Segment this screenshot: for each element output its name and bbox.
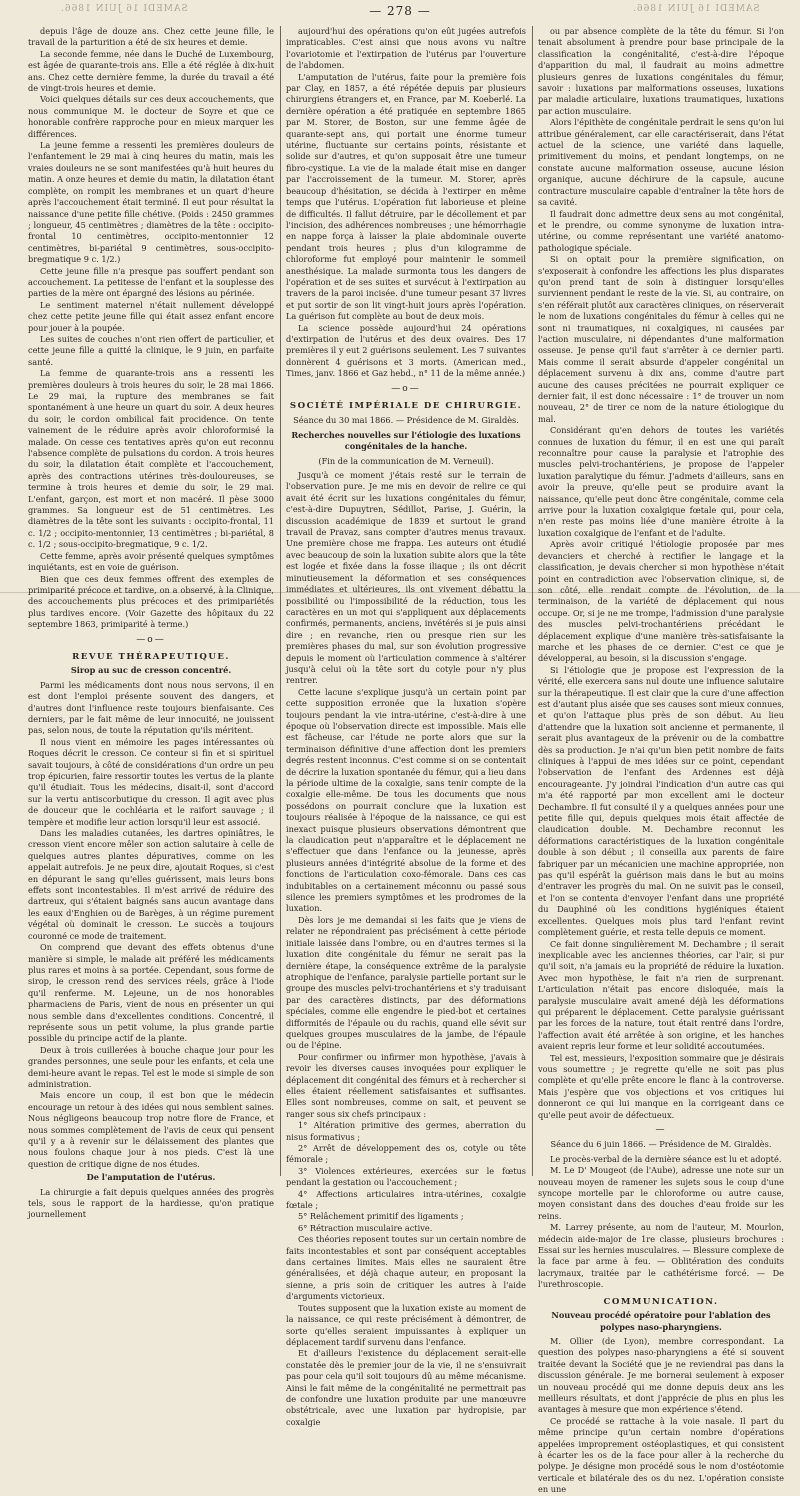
paragraph: Si l'étiologie que je propose est l'expression de la vérité, elle exercera sans nul doute une influence salutaire sur la thérapeutique. Il est clair que la cure d'une affection est d'autant plus aisée que ses causes sont mieux connues, et qu'on l'attaque plus près de son début. Au lieu d'attendre que la luxation soit ancienne et permanente, il serait plus avantageux de la prévenir ou de la combattre dès sa production. Je n'ai qu'un bien petit nombre de faits cliniques à l'appui de mes idées sur ce point, cependant l'observation de l'enfant des Ardennes est déjà encourageante. J'y joindrai l'indication d'un autre cas qui m'a été rapporté par mon excellent ami le docteur Dechambre. Il fut consulté il y a quelques années pour une petite fille qui, depuis quelques mois était affectée de claudication double. M. Dechambre reconnut les déformations caractéristiques de la luxation congénitale double à son début ; il conseilla aux parents de faire fabriquer par un mécanicien une machine appropriée, non pas qu'il espérât la guérison mais dans le but au moins d'entraver les progrès du mal. On ne suivit pas le conseil, et l'on se contenta d'envoyer l'enfant dans une propriété du Dauphiné où les conditions hygiéniques étaient excellentes. Quelques mois plus tard l'enfant revint complètement guérie, et resta telle depuis ce moment. (538, 664, 784, 938)
paragraph: Le procès-verbal de la dernière séance est lu et adopté. (550, 1153, 782, 1164)
paragraph: La jeune femme a ressenti les premières douleurs de l'enfantement le 29 mai à cinq heures du matin, mais les vraies douleurs ne se sont manifestées qu'à huit heures du matin. A onze heures et demie du matin, la dilatation étant complète, on rompit les membranes et un quart d'heure après l'accouchement était terminé. Il eut pour résultat la naissance d'une petite fille chétive. (Poids : 2450 grammes ; longueur, 45 centimètres ; diamètres de la tête : occipito-frontal 10 centimètres, occipito-mentonnier 12 centimètres, bi-pariétal 9 centimètres, sous-occipito-bregmatique 9 c. 1/2.) (28, 140, 274, 265)
paragraph: Alors l'épithète de congénitale perdrait le sens qu'on lui attribue généralement, car elle caractériserait, dans l'état actuel de la science, une variété dans laquelle, primitivement du moins, et pendant longtemps, on ne constate aucune malformation osseuse, aucune lésion organique, aucune déchirure de la capsule, aucune contracture musculaire capable d'entraîner la tête hors de sa cavité. (538, 117, 784, 208)
column-3 (538, 26, 784, 1495)
paragraph: Ce fait donne singulièrement M. Dechambre ; il serait inexplicable avec les anciennes théories, car l'air, si pur qu'il soit, n'a jamais eu la propriété de réduire la luxation. Avec mon hypothèse, le fait n'a rien de surprenant. L'articulation n'était pas encore disloquée, mais la paralysie musculaire avait amené déjà les déformations qui préparent le déplacement. Cette paralysie guérissant par les forces de la nature, tout était rentré dans l'ordre, l'affection avait été arrêtée à son origine, et les hanches avaient repris leur forme et leur solidité accoutumées. (538, 938, 784, 1052)
paragraph: Et d'ailleurs l'existence du déplacement serait-elle constatée dès le premier jour de la vie, il ne s'ensuivrait pas pour cela qu'il soit toujours dû au même mécanisme. Ainsi le fait même de la congénitalité ne permettrait pas de confondre une luxation produite par une manœuvre obstétricale, avec une luxation par hydropisie, par coxalgie (286, 1348, 526, 1427)
paragraph: Il nous vient en mémoire les pages intéressantes où Roques décrit le cresson. Ce conteur si fin et si spirituel savait toujours, à côté de considérations d'un ordre un peu trop épicurien, faire ressortir toutes les vertus de la plante qu'il étudiait. Tous les médecins, disait-il, sont d'accord sur la vertu antiscorbutique du cresson. Il agit avec plus de douceur que le cochléaria et le raifort sauvage ; il tempère et modifie leur action lorsqu'il leur est associé. (28, 736, 274, 827)
section-subtitle: Sirop au suc de cresson concentré. (70, 665, 232, 676)
paragraph: 2° Arrêt de développement des os, cotyle ou tête fémorale ; (286, 1143, 526, 1165)
bleed-through-text-left: SAMEDI 16 JUIN 1866. (60, 4, 188, 14)
society-session: Séance du 30 mai 1866. — Présidence de M. Giraldès. (293, 415, 519, 426)
paragraph: On comprend que devant des effets obtenus d'une manière si simple, le malade ait préféré les médicaments plus rares et moins à sa portée. Cependant, sous forme de sirop, le cresson rend des services réels, grâce à l'iode qu'il renferme. M. Lejeune, un de nos honorables pharmaciens de Paris, vient de nous en présenter un qui nous semble dans d'excellentes conditions. Concentré, il représente sous un petit volume, la plus grande partie possible du principe actif de la plante. (28, 942, 274, 1044)
communication-label: COMMUNICATION. (603, 1296, 719, 1307)
paragraph: ou par absence complète de la tête du fémur. Si l'on tenait absolument à prendre pour base principale de la classification la congénitalité, c'est-à-dire l'époque d'apparition du mal, il faudrait au moins admettre plusieurs genres de luxations congénitales du fémur, savoir : luxations par malformations osseuses, luxations par maladie articulaire, luxations traumatiques, luxations par action musculaire. (538, 26, 784, 116)
paragraph: Toutes supposent que la luxation existe au moment de la naissance, ce qui reste précisément à démontrer, de sorte qu'elles seraient impuissantes à expliquer un déplacement tardif survenu dans l'enfance. (286, 1302, 526, 1347)
paragraph: aujourd'hui des opérations qu'on eût jugées autrefois impraticables. C'est ainsi que nous avons vu naître l'ovariotomie et l'extirpation de l'utérus par l'ouverture de l'abdomen. (286, 26, 526, 71)
paragraph: L'amputation de l'utérus, faite pour la première fois par Clay, en 1857, a été répétée depuis par plusieurs chirurgiens étrangers et, en France, par M. Koeberlé. La dernière opération a été pratiquée en septembre 1865 par M. Storer, de Boston, sur une femme âgée de quarante-sept ans, qui portait une énorme tumeur utérine, fluctuante sur certains points, résistante et solide sur d'autres, et qu'on supposait être une tumeur fibro-cystique. La vie de la malade était mise en danger par l'accroissement de la tumeur. M. Storer, après beaucoup d'hésitation, se décida à l'extirper en même temps que l'utérus. L'opération fut laborieuse et pleine de difficultés. Il fallut détruire, par le décollement et par l'incision, des adhérences nombreuses ; une hémorrhagie en nappe força à laisser la plaie abdominale ouverte pendant trois heures ; plus d'un kilogramme de chloroforme fut employé pour maintenir le sommeil anesthésique. La malade surmonta tous les dangers de l'opération et de ses suites et survécut à l'extirpation au travers de la paroi incisée. d'une tumeur pesant 37 livres et put sortir de son lit vingt-huit jours après l'opération. La guérison fut complète au bout de deux mois. (286, 71, 526, 322)
subsection-paragraphs (28, 1187, 274, 1221)
society-paragraphs (286, 470, 526, 1428)
society-note: (Fin de la communication de M. Verneuil). (318, 455, 494, 466)
paragraph: Dès lors je me demandai si les faits que je viens de relater ne répondraient pas précisément à cette période initiale laissée dans l'ombre, ou en d'autres termes si la luxation dite congénitale du fémur ne serait pas la dernière étape, la conséquence extrême de la paralysie atrophique de l'enfance, paralysie partielle portant sur le groupe des muscles pelvi-trochantériens et s'y traduisant par des caractères distincts, par des déformations spéciales, comme elle engendre le pied-bot et certaines difformités de l'épaule ou du rachis, quand elle sévit sur quelques groupes musculaires de la jambe, de l'épaule ou de l'épine. (286, 914, 526, 1051)
col2-paragraphs (286, 26, 526, 380)
paragraph: 3° Violences extérieures, exercées sur le fœtus pendant la gestation ou l'accouchement ; (286, 1165, 526, 1188)
paragraph: Mais encore un coup, il est bon que le médecin encourage un retour à des idées qui nous semblent saines. Nous négligeons beaucoup trop notre flore de France, et nous sommes complètement de l'avis de ceux qui pensent qu'il y a à revenir sur le délaissement des plantes que nous foulons chaque jour à nos pieds. C'est là une question de critique digne de nos études. (28, 1090, 274, 1169)
section-title: REVUE THÉRAPEUTIQUE. (72, 651, 230, 662)
communication-paragraphs (538, 1336, 784, 1496)
paragraph: Tel est, messieurs, l'exposition sommaire que je désirais vous soumettre ; je regrette qu'elle ne soit pas plus complète et qu'elle prête encore le flanc à la controverse. Mais j'espère que vos objections et vos critiques lui donneront ce qui lui manque en la corrigeant dans ce qu'elle peut avoir de défectueux. (538, 1052, 784, 1120)
subsection-title: De l'amputation de l'utérus. (86, 1172, 216, 1183)
paragraph: depuis l'âge de douze ans. Chez cette jeune fille, le travail de la parturition a été de six heures et demie. (28, 26, 274, 48)
paragraph: La chirurgie a fait depuis quelques années des progrès tels, sous le rapport de la hardiesse, qu'on pratique journellement (28, 1186, 274, 1220)
paragraph: Ces théories reposent toutes sur un certain nombre de faits incontestables et sont par conséquent acceptables dans certaines limites. Mais elles ne sauraient être généralisées, et déjà chaque auteur, en proposant la sienne, a pris soin de critiquer les autres à l'aide d'arguments victorieux. (286, 1234, 526, 1302)
section-paragraphs (28, 680, 274, 1170)
paragraph: M. Le D' Mougeot (de l'Aube), adresse une note sur un nouveau moyen de ramener les sujets sous le coup d'une syncope mortelle par le chloroforme ou autre cause, moyen consistant dans des douches d'eau froide sur les reins. (538, 1165, 784, 1221)
paragraph: 4° Affections articulaires intra-utérines, coxalgie fœtale ; (286, 1188, 526, 1211)
session-2-paragraphs (538, 1154, 784, 1291)
section-divider: — (655, 1125, 667, 1135)
paragraph: Les suites de couches n'ont rien offert de particulier, et cette jeune fille a quitté la clinique, le 9 juin, en parfaite santé. (28, 333, 274, 367)
section-divider: —o— (391, 383, 421, 394)
paragraph: La femme de quarante-trois ans a ressenti les premières douleurs à trois heures du soir, le 28 mai 1866. Le 29 mai, la rupture des membranes se fait spontanément à une heure un quart du soir. A deux heures du soir, le cordon ombilical fait procidence. On tente vainement de le réduire après avoir chloroformisé la malade. On cesse ces tentatives après qu'on eut reconnu l'absence complète de pulsations du cordon. A trois heures du soir, la dilatation était complète et l'accouchement, après des contractions utérines très-douloureuses, se termine à trois heures et demie du soir, le 29 mai. L'enfant, garçon, est mort et non macéré. Il pèse 3000 grammes. Sa longueur est de 51 centimètres. Les diamètres de la tête sont les suivants : occipito-frontal, 11 c. 1/2 ; occipito-mentonnier, 13 centimètres ; bi-pariétal, 8 c. 1/2 ; sous-occipito-bregmatique, 9 c. 1/2. (28, 368, 274, 550)
paragraph: La seconde femme, née dans le Duché de Luxembourg, est âgée de quarante-trois ans. Elle a été réglée à dix-huit ans. Chez cette dernière femme, la durée du travail a été de vingt-trois heures et demie. (28, 48, 274, 94)
paragraph: Après avoir critiqué l'étiologie proposée par mes devanciers et cherché à rectifier le langage et la classification, je devais chercher si mon hypothèse n'était point en contradiction avec l'observation clinique, si, de son côté, elle rendait compte de l'évolution, de la terminaison, de la variété de déplacement qui nous occupe. Or, si je ne me trompe, l'admission d'une paralysie des muscles pelvi-trochantériens précédant le déplacement explique d'une manière très-satisfaisante la marche et les phases de ce dernier. C'est ce que je développerai, au besoin, si la discussion s'engage. (538, 539, 784, 664)
paragraph: Dans les maladies cutanées, les dartres opiniâtres, le cresson vient encore mêler son action salutaire à celle de quelques autres plantes dépuratives, comme on les appelait autrefois. Je ne peux dire, ajoutait Roques, si c'est en dépurant le sang qu'elles guérissent, mais leurs bons effets sont incontestables. Il m'est arrivé de réduire des dartreux, qui s'étaient baignés sans aucun avantage dans les eaux d'Enghien ou de Barèges, à un régime purement végétal où dominait le cresson. Le succès a toujours couronné ce mode de traitement. (28, 828, 274, 941)
paragraph: Cette femme, après avoir présenté quelques symptômes inquiétants, est en voie de guérison. (28, 550, 274, 573)
paragraph: Pour confirmer ou infirmer mon hypothèse, j'avais à revoir les diverses causes invoquées pour expliquer le déplacement dit congénital des fémurs et à rechercher si elles étaient réellement satisfaisantes et suffisantes. Elles sont nombreuses, comme on sait, et peuvent se ranger sous six chefs principaux : (286, 1051, 526, 1119)
section-divider: —o— (136, 634, 166, 645)
paragraph: Considérant qu'en dehors de toutes les variétés connues de luxation du fémur, il en est une qui paraît reconnaître pour cause la paralysie et l'atrophie des muscles pelvi-trochantériens, je propose de l'appeler luxation paralytique du fémur. J'admets d'ailleurs, sans en avoir la preuve, qu'elle peut se produire avant la naissance, qu'elle peut donc être congénitale, comme cela arrive pour la luxation coxalgique fœtale qui, pour cela, n'en reste pas moins liée d'une manière étroite à la luxation coxalgique de l'enfant et de l'adulte. (538, 425, 784, 538)
society-topic: Recherches nouvelles sur l'étiologie des luxations congénitales de la hanche. (291, 429, 521, 452)
col3-paragraphs (538, 26, 784, 1121)
session-2-heading: Séance du 6 juin 1866. — Présidence de M. Giraldès. (550, 1139, 772, 1150)
page-number: — 278 — (369, 4, 431, 18)
paragraph: Deux à trois cuillerées à bouche chaque jour pour les grandes personnes, une seule pour les enfants, et cela une demi-heure avant le repas. Tel est le mode si simple de son administration. (28, 1044, 274, 1089)
column-1 (28, 26, 274, 1220)
column-rule (280, 26, 281, 1176)
paragraph: Parmi les médicaments dont nous nous servons, il en est dont l'emploi présente souvent des dangers, et d'autres dont l'influence reste toujours bienfaisante. Ces derniers, par le fait même de leur innocuité, ne jouissent pas, selon nous, de toute la réputation qu'ils méritent. (28, 679, 274, 736)
society-title: SOCIÉTÉ IMPÉRIALE DE CHIRURGIE. (289, 401, 523, 411)
communication-title: Nouveau procédé opératoire pour l'ablation des polypes naso-pharyngiens. (551, 1310, 771, 1332)
paragraph: La science possède aujourd'hui 24 opérations d'extirpation de l'utérus et des deux ovaires. Des 17 premières il y eut 2 guérisons seulement. Les 7 suivantes donnèrent 4 guérisons et 3 morts. (American med., Times, janv. 1866 et Gaz hebd., n° 11 de la même année.) (286, 322, 526, 379)
paragraph: 1° Altération primitive des germes, aberration du nisus formativus ; (286, 1120, 526, 1142)
paragraph: 6° Rétraction musculaire active. (298, 1222, 433, 1233)
paragraph: Le sentiment maternel n'était nullement développé chez cette petite jeune fille qui était assez enfant encore pour jouer à la poupée. (28, 299, 274, 333)
column-2 (286, 26, 526, 1427)
column-rule (532, 26, 533, 1176)
paragraph: Bien que ces deux femmes offrent des exemples de primiparité précoce et tardive, on a observé, à la Clinique, des accouchements plus précoces et des primipariétés plus tardives encore. (Voir Gazette des hôpitaux du 22 septembre 1863, primiparité à terme.) (28, 573, 274, 630)
paragraph: Cette jeune fille n'a presque pas souffert pendant son accouchement. La petitesse de l'enfant et la souplesse des parties de la mère ont épargné des lésions au périnée. (28, 265, 274, 299)
page-header (0, 0, 800, 22)
paragraph: 5° Relâchement primitif des ligaments ; (298, 1211, 464, 1222)
paragraph: Cette lacune s'explique jusqu'à un certain point par cette supposition erronée que la luxation s'opère toujours pendant la vie intra-utérine, c'est-à-dire à une époque où l'observation directe est impossible. Mais elle est fâcheuse, car l'étude ne porte alors que sur la terminaison définitive d'une affection dont les premiers degrés restent inconnus. C'est comme si on se contentait de décrire la luxation spontanée du fémur, qui a lieu dans la période ultime de la coxalgie, sans tenir compte de la coxalgie elle-même. De tous les documents que nous possédons on pourrait conclure que la luxation est toujours réalisée à l'époque de la naissance, ce qui est inexact puisque plusieurs observations démontrent que la claudication peut n'apparaître et le déplacement ne s'effectuer que dans l'enfance ou la jeunesse, après plusieurs années d'intégrité absolue de la forme et des fonctions de l'articulation coxo-fémorale. Dans ces cas indubitables on a certainement méconnu ou passé sous silence les premiers symptômes et les prodromes de la luxation. (286, 686, 526, 914)
paragraph: M. Larrey présente, au nom de l'auteur, M. Mourlon, médecin aide-major de 1re classe, plusieurs brochures : Essai sur les hernies musculaires. — Blessure complexe de la face par arme à feu. — Oblitération des conduits lacrymaux, traitée par le cathétérisme forcé. — De l'urethroscopie. (538, 1222, 784, 1290)
paragraph: Ce procédé se rattache à la voie nasale. Il part du même principe qu'un certain nombre d'opérations appelées improprement ostéoplastiques, et qui consistent à écarter les os de la face pour aller à la recherche du polype. Je désigne mon procédé sous le nom d'ostéotomie verticale et bilatérale des os du nez. L'opération consiste en une (538, 1415, 784, 1495)
col1-paragraphs (28, 26, 274, 631)
paragraph: Il faudrait donc admettre deux sens au mot congénital, et le prendre, ou comme synonyme de luxation intra-utérine, ou comme représentant une variété anatomo-pathologique spéciale. (538, 208, 784, 253)
paragraph: Jusqu'à ce moment j'étais resté sur le terrain de l'observation pure. Je me mis en devoir de relire ce qui avait été écrit sur les luxations congénitales du fémur, c'est-à-dire Dupuytren, Sédillot, Parise, J. Guérin, la discussion académique de 1839 et surtout le grand travail de Pravaz, sans compter d'autres menus travaux. Une première chose me frappa. Les auteurs ont étudié avec beaucoup de soin la luxation subite alors que la tête est logée et fixée dans la fosse iliaque ; ils ont décrit minutieusement la déformation et ses conséquences immédiates et ultérieures, ils ont vivement débattu la possibilité ou l'impossibilité de la réduction, tous les caractères en un mot qui s'appliquent aux déplacements confirmés, permanents, anciens, invétérés si je puis ainsi dire ; en revanche, rien ou presque rien sur les premières phases du mal, sur son évolution progressive depuis le moment où l'articulation commence à s'altérer jusqu'à celui où la tête sort du cotyle pour n'y plus rentrer. (286, 470, 526, 686)
paragraph: Voici quelques détails sur ces deux accouchements, que nous communique M. le docteur de Soyre et que ce honorable confrère rapproche pour en mieux marquer les différences. (28, 94, 274, 139)
paragraph: M. Ollier (de Lyon), membre correspondant. La question des polypes naso-pharyngiens a été si souvent traitée devant la Société que je ne reviendrai pas dans la discussion générale. Je me bornerai seulement à exposer un nouveau procédé qui me donne depuis deux ans les meilleurs résultats, et dont j'apprécie de plus en plus les avantages à mesure que mon expérience s'étend. (538, 1335, 784, 1415)
bleed-through-text-right: SAMEDI 16 JUIN 1866. (632, 4, 760, 14)
paragraph: Si on optait pour la première signification, on s'exposerait à confondre les affections les plus disparates qu'on prend tant de soin à distinguer lorsqu'elles surviennent pendant le reste de la vie. Si, au contraire, on s'en référait plutôt aux caractères cliniques, on réserverait le nom de luxations congénitales du fémur à celles qui ne sont ni traumatiques, ni coxalgiques, ni causées par l'action musculaire, ni dépendantes d'une malformation osseuse. Je pense qu'il faut s'arrêter à ce dernier parti. Mais comme il serait absurde d'appeler congénital un déplacement survenu à dix ans, comme d'autre part aucune des causes précitées ne pourrait expliquer ce dernier fait, il est donc nécessaire : 1° de trouver un nom nouveau, 2° de tirer ce nom de la nature étiologique du mal. (538, 254, 784, 424)
